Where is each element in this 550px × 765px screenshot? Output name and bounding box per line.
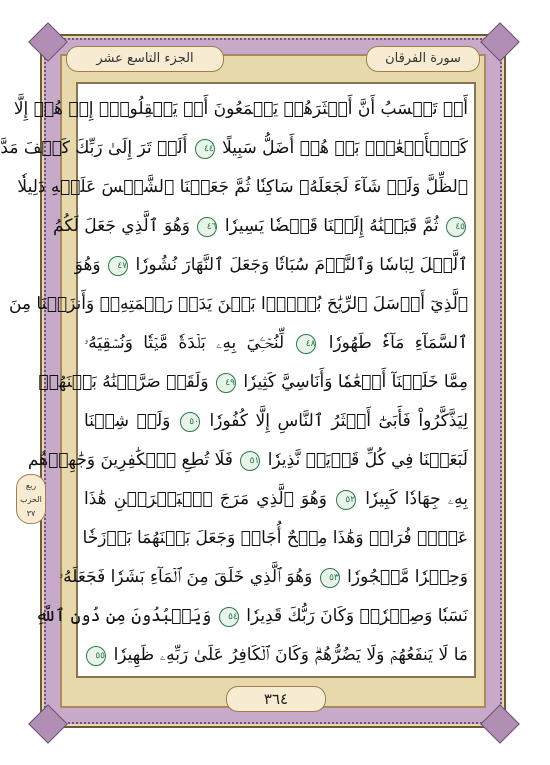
verse-text: مِمَّا خَلَقۡنَآ أَنۡعَٰمٗا وَأَنَاسِيَّ كَثِيرٗا bbox=[243, 372, 468, 392]
text-line bbox=[84, 519, 468, 558]
verse-text: ٱلَّيۡلَ لِبَاسٗا وَٱلنَّوۡمَ سُبَاتٗا وَجَعَلَ ٱلنَّهَارَ نُشُورٗا bbox=[135, 255, 468, 275]
surah-label: سورة الفرقان bbox=[366, 46, 480, 72]
ayah-number-marker: ٥٣ bbox=[320, 568, 340, 588]
verse-text: كَٱلۡأَنۡعَٰمِۖ بَلۡ هُمۡ أَضَلُّ سَبِيلًا bbox=[222, 138, 468, 158]
verse-text: بِهِۦ جِهَادٗا كَبِيرٗا bbox=[365, 489, 469, 509]
text-line bbox=[8, 285, 468, 324]
text-line bbox=[58, 558, 468, 597]
page-number: ٣٦٤ bbox=[226, 686, 326, 712]
page-header bbox=[62, 44, 484, 74]
ayah-number-marker: ٤٤ bbox=[195, 139, 215, 159]
hizb-number: ٣٧ bbox=[26, 509, 36, 518]
text-line bbox=[74, 246, 468, 285]
ayah-number-marker: ٥٥ bbox=[86, 646, 106, 666]
verse-text: وَلَوۡ شِئۡنَا bbox=[84, 411, 171, 431]
verse-text: نَسَبٗا وَصِهۡرٗاۗ وَكَانَ رَبُّكَ قَدِيرٗا bbox=[246, 606, 468, 626]
verse-text: أَلَمۡ تَرَ إِلَىٰ رَبِّكَ كَيۡفَ مَدَّ bbox=[0, 138, 188, 158]
text-line bbox=[17, 168, 468, 207]
verse-text: لَبَعَثۡنَا فِي كُلِّ قَرۡيَةٖ نَّذِيرٗا bbox=[267, 450, 468, 470]
verse-text: وَهُوَ ٱلَّذِي خَلَقَ مِنَ ٱلۡمَآءِ بَشَرٗا فَجَعَلَهُۥ bbox=[58, 567, 313, 587]
verse-text: لِّنُحۡـِۧيَ بِهِۦ بَلۡدَةٗ مَّيۡتٗا وَنُسۡقِيَهُۥ bbox=[84, 333, 285, 353]
verse-text: ٱلظِّلَّ وَلَوۡ شَآءَ لَجَعَلَهُۥ سَاكِنٗا ثُمَّ جَعَلۡنَا ٱلشَّمۡسَ عَلَيۡهِ دَلِيلٗا bbox=[17, 177, 468, 197]
verse-text: ٱلَّذِيٓ أَرۡسَلَ ٱلرِّيَٰحَ بُشۡرَۢا بَيۡنَ يَدَيۡ رَحۡمَتِهِۦۚ وَأَنزَلۡنَا مِنَ bbox=[8, 294, 468, 314]
ayah-number-marker: ٤٧ bbox=[108, 256, 128, 276]
verse-text: وَلَقَدۡ صَرَّفۡنَٰهُ بَيۡنَهُمۡ bbox=[38, 372, 209, 392]
ayah-number-marker: ٥٠ bbox=[180, 412, 200, 432]
hizb-label: الحزب bbox=[20, 495, 42, 504]
text-line bbox=[35, 597, 468, 636]
verse-text: وَهُوَ ٱلَّذِي مَرَجَ ٱلۡبَحۡرَيۡنِ هَٰذَا bbox=[84, 489, 327, 509]
verse-text: وَيَعۡبُدُونَ مِن دُونِ ٱللَّهِ bbox=[35, 606, 212, 626]
ayah-number-marker: ٤٨ bbox=[296, 334, 316, 354]
verse-text: أَمۡ تَحۡسَبُ أَنَّ أَكۡثَرَهُمۡ يَسۡمَعُونَ أَوۡ يَعۡقِلُونَۚ إِنۡ هُمۡ إِلَّا bbox=[13, 99, 468, 119]
text-line bbox=[38, 363, 468, 402]
verse-text: ٱلسَّمَآءِ مَآءٗ طَهُورٗا bbox=[328, 333, 468, 353]
text-line bbox=[84, 480, 468, 519]
hizb-marker bbox=[16, 474, 46, 524]
text-line bbox=[84, 324, 468, 363]
ayah-number-marker: ٤٦ bbox=[197, 217, 217, 237]
verse-text: مَا لَا يَنفَعُهُمۡ وَلَا يَضُرُّهُمۡۗ وَكَانَ ٱلۡكَافِرُ عَلَىٰ رَبِّهِۦ ظَهِيرٗا bbox=[113, 645, 468, 665]
text-line bbox=[84, 402, 468, 441]
verse-text: وَهُوَ bbox=[74, 255, 101, 275]
ayah-number-marker: ٤٥ bbox=[446, 217, 466, 237]
ayah-number-marker: ٥٢ bbox=[336, 490, 356, 510]
verse-text: لِيَذَّكَّرُواْ فَأَبَىٰٓ أَكۡثَرُ ٱلنَّاسِ إِلَّا كُفُورٗا bbox=[209, 411, 468, 431]
juz-label: الجزء التاسع عشر bbox=[66, 46, 224, 72]
ayah-number-marker: ٥١ bbox=[240, 451, 260, 471]
text-line bbox=[53, 207, 468, 246]
text-line bbox=[84, 636, 468, 675]
text-line bbox=[27, 441, 468, 480]
verse-text: وَحِجۡرٗا مَّحۡجُورٗا bbox=[347, 567, 468, 587]
ayah-number-marker: ٤٩ bbox=[216, 373, 236, 393]
text-line bbox=[13, 90, 468, 129]
verse-text: وَهُوَ ٱلَّذِي جَعَلَ لَكُمُ bbox=[53, 216, 191, 236]
ayah-number-marker: ٥٤ bbox=[219, 607, 239, 627]
text-line bbox=[0, 129, 468, 168]
verse-text: عَذۡبٞ فُرَاتٞ وَهَٰذَا مِلۡحٌ أُجَاجٞ وَجَعَلَ بَيۡنَهُمَا بَرۡزَخٗا bbox=[82, 528, 468, 548]
verse-text: فَلَا تُطِعِ ٱلۡكَٰفِرِينَ وَجَٰهِدۡهُم bbox=[27, 450, 233, 470]
hizb-quarter-label: ربع bbox=[25, 481, 37, 490]
verse-text: ثُمَّ قَبَضۡنَٰهُ إِلَيۡنَا قَبۡضٗا يَسِيرٗا bbox=[224, 216, 439, 236]
